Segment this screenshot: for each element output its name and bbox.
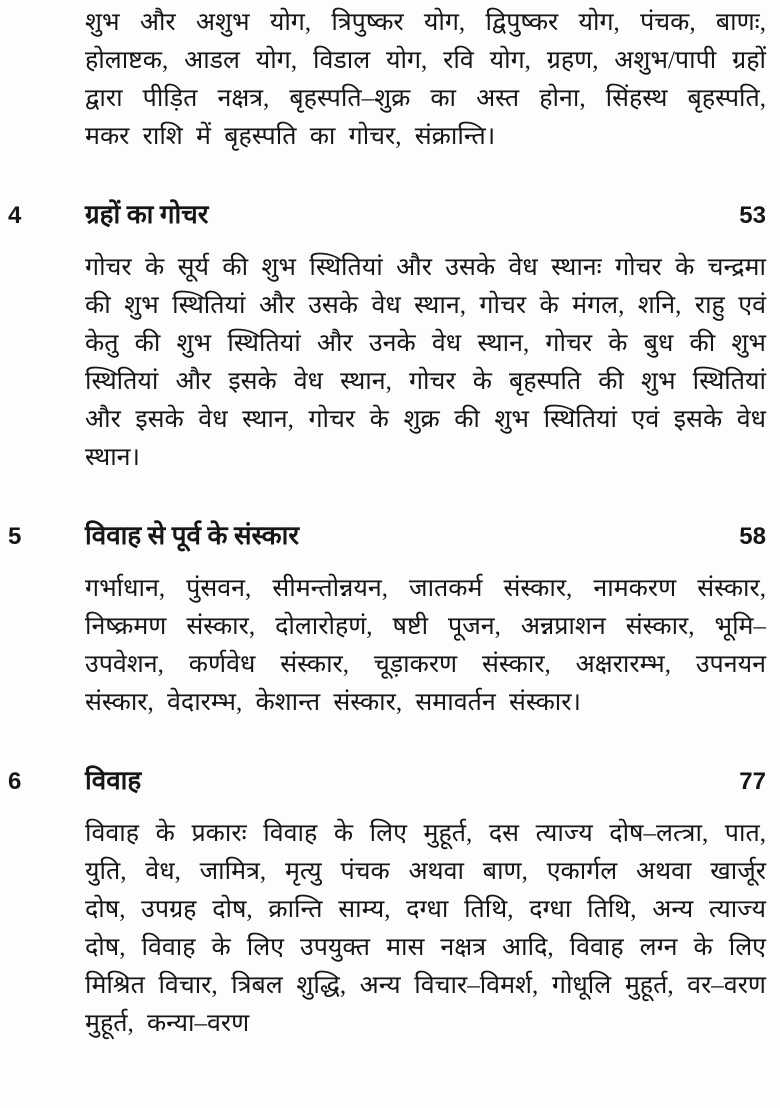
chapter-page-number: 58: [739, 523, 766, 550]
toc-entry-header: [0, 762, 780, 801]
toc-entry-header: [0, 517, 780, 556]
toc-entry: [0, 762, 780, 1043]
chapter-number: 5: [8, 523, 22, 550]
chapter-page-number: 77: [739, 768, 766, 795]
chapter-description: गोचर के सूर्य की शुभ स्थितियां और उसके वेध स्थानः गोचर के चन्द्रमा की शुभ स्थितियां और उसके वेध स्थान, गोचर के मंगल, शनि, राहु एवं केतु की शुभ स्थितियां और उनके वेध स्थान, गोचर के बुध की शुभ स्थितियां और इसके वेध स्थान, गोचर के बृहस्पति की शुभ स्थितियां और इसके वेध स्थान, गोचर के शुक्र की शुभ स्थितियां एवं इसके वेध स्थान।: [85, 254, 766, 471]
chapter-title: विवाह से पूर्व के संस्कार: [85, 521, 299, 550]
chapter-page-number: 53: [739, 202, 766, 229]
chapter-title: विवाह: [85, 766, 142, 795]
chapter-number: 4: [8, 202, 22, 229]
chapter-description: विवाह के प्रकारः विवाह के लिए मुहूर्त, दस त्याज्य दोष–लत्त्रा, पात, युति, वेध, जामित्र, मृत्यु पंचक अथवा बाण, एकार्गल अथवा खार्जूर दोष, उपग्रह दोष, क्रान्ति साम्य, दग्धा तिथि, दग्धा तिथि, अन्य त्याज्य दोष, विवाह के लिए उपयुक्त मास नक्षत्र आदि, विवाह लग्न के लिए मिश्रित विचार, त्रिबल शुद्धि, अन्य विचार–विमर्श, गोधूलि मुहूर्त, वर–वरण मुहूर्त, कन्या–वरण: [85, 820, 766, 1037]
toc-entry: [0, 196, 780, 477]
intro-paragraph: शुभ और अशुभ योग, त्रिपुष्कर योग, द्विपुष्कर योग, पंचक, बाणः, होलाष्टक, आडल योग, विडाल योग, रवि योग, ग्रहण, अशुभ/पापी ग्रहों द्वारा पीड़ित नक्षत्र, बृहस्पति–शुक्र का अस्त होना, सिंहस्थ बृहस्पति, मकर राशि में बृहस्पति का गोचर, संक्रान्ति।: [85, 9, 766, 150]
chapter-title: ग्रहों का गोचर: [85, 200, 209, 229]
toc-entry-header: [0, 196, 780, 235]
toc-entry: [0, 517, 780, 722]
chapter-description: गर्भाधान, पुंसवन, सीमन्तोन्नयन, जातकर्म संस्कार, नामकरण संस्कार, निष्क्रमण संस्कार, दोलारोहणं, षष्टी पूजन, अन्नप्राशन संस्कार, भूमि–उपवेशन, कर्णवेध संस्कार, चूड़ाकरण संस्कार, अक्षरारम्भ, उपनयन संस्कार, वेदारम्भ, केशान्त संस्कार, समावर्तन संस्कार।: [85, 575, 766, 716]
chapter-number: 6: [8, 768, 22, 795]
